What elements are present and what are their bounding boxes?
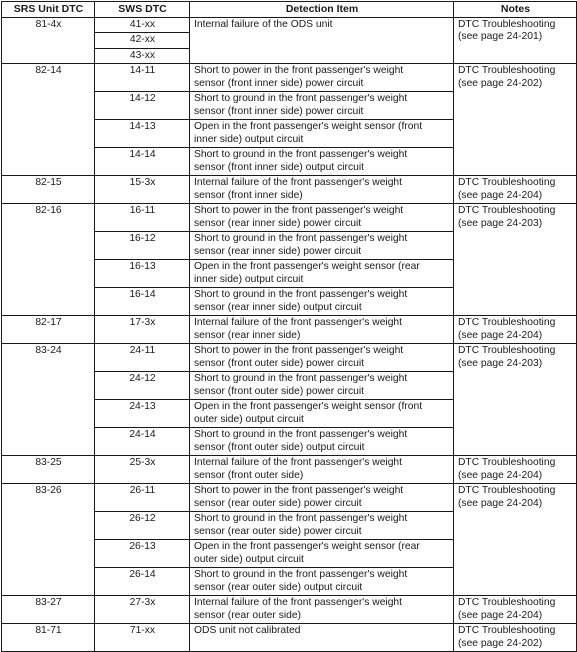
detection-item-line: inner side) output circuit (194, 133, 304, 145)
detection-item-line: Short to ground in the front passenger's weight (194, 569, 408, 580)
detection-item-line: sensor (front inner side) power circuit (194, 105, 364, 117)
sws-dtc-cell (95, 33, 190, 49)
dtc-table (1, 1, 577, 652)
srs-unit-dtc-code: 82-15 (35, 177, 62, 188)
srs-unit-dtc-cell (2, 344, 95, 456)
sws-dtc-cell (95, 288, 190, 316)
sws-dtc-cell (95, 428, 190, 456)
header-notes: Notes (454, 2, 577, 18)
sws-dtc-code: 24-13 (129, 401, 156, 412)
srs-unit-dtc-code: 81-4x (35, 18, 62, 30)
sws-dtc-code: 15-3x (129, 177, 156, 188)
detection-item-cell (190, 568, 454, 596)
detection-item-line: sensor (rear inner side) output circuit (194, 301, 362, 313)
srs-unit-dtc-code: 83-25 (35, 457, 62, 468)
detection-item-line: sensor (rear outer side) output circuit (194, 581, 363, 593)
notes-line: (see page 24-202) (458, 77, 543, 89)
header-sws-dtc: SWS DTC (95, 2, 190, 18)
sws-dtc-code: 16-13 (129, 261, 156, 272)
table-row (2, 64, 577, 92)
sws-dtc-code: 71-xx (129, 625, 156, 636)
notes-line: (see page 24-203) (458, 357, 543, 369)
detection-item-line: outer side) output circuit (194, 553, 304, 565)
header-srs-unit-dtc: SRS Unit DTC (2, 2, 95, 18)
notes-line: DTC Troubleshooting (458, 317, 556, 328)
sws-dtc-code: 24-14 (129, 429, 156, 440)
sws-dtc-cell (95, 64, 190, 92)
detection-item-line: inner side) output circuit (194, 273, 304, 285)
notes-cell (454, 344, 577, 456)
table-row (2, 176, 577, 204)
detection-item-cell (190, 484, 454, 512)
detection-item-line: Short to ground in the front passenger's weight (194, 233, 408, 244)
srs-unit-dtc-cell (2, 204, 95, 316)
sws-dtc-code: 14-11 (129, 65, 156, 76)
notes-line: DTC Troubleshooting (458, 625, 556, 636)
sws-dtc-cell (95, 120, 190, 148)
detection-item-cell (190, 204, 454, 232)
sws-dtc-cell (95, 540, 190, 568)
detection-item-line: sensor (front inner side) output circuit (194, 161, 364, 173)
srs-unit-dtc-cell (2, 316, 95, 344)
sws-dtc-cell (95, 456, 190, 484)
detection-item-line: sensor (rear inner side) power circuit (194, 217, 362, 229)
notes-cell (454, 596, 577, 624)
table-body (2, 17, 577, 652)
notes-line: (see page 24-203) (458, 217, 543, 229)
notes-line: DTC Troubleshooting (458, 485, 556, 496)
sws-dtc-cell (95, 48, 190, 64)
table-row (2, 484, 577, 512)
sws-dtc-cell (95, 17, 190, 33)
detection-item-line: Short to ground in the front passenger's weight (194, 429, 408, 440)
detection-item-line: Internal failure of the front passenger's weight (194, 317, 403, 328)
srs-unit-dtc-cell (2, 624, 95, 652)
srs-unit-dtc-code: 83-24 (35, 345, 62, 356)
detection-item-line: Short to ground in the front passenger's weight (194, 93, 408, 104)
detection-item-line: Short to ground in the front passenger's weight (194, 149, 408, 160)
srs-unit-dtc-code: 82-17 (35, 317, 62, 328)
sws-dtc-cell (95, 176, 190, 204)
notes-line: (see page 24-204) (458, 189, 543, 201)
sws-dtc-code: 25-3x (129, 457, 156, 468)
detection-item-line: outer side) output circuit (194, 413, 304, 425)
srs-unit-dtc-code: 81-71 (35, 625, 62, 636)
sws-dtc-code: 26-13 (129, 541, 156, 552)
notes-line: DTC Troubleshooting (458, 345, 556, 356)
sws-dtc-code: 24-12 (129, 373, 156, 384)
detection-item-cell (190, 176, 454, 204)
detection-item-line: sensor (rear inner side) (194, 329, 301, 341)
sws-dtc-cell (95, 596, 190, 624)
detection-item-cell (190, 148, 454, 176)
srs-unit-dtc-cell (2, 596, 95, 624)
notes-line: (see page 24-201) (458, 31, 543, 42)
sws-dtc-code: 26-12 (129, 513, 156, 524)
notes-cell (454, 176, 577, 204)
sws-dtc-cell (95, 344, 190, 372)
detection-item-cell (190, 344, 454, 372)
detection-item-line: Open in the front passenger's weight sensor (front (194, 401, 423, 412)
sws-dtc-cell (95, 148, 190, 176)
detection-item-line: sensor (rear outer side) power circuit (194, 525, 362, 537)
detection-item-line: Short to ground in the front passenger's weight (194, 513, 408, 524)
detection-item-cell (190, 232, 454, 260)
sws-dtc-code: 27-3x (129, 597, 156, 608)
sws-dtc-cell (95, 92, 190, 120)
header-detection-item: Detection Item (190, 2, 454, 18)
detection-item-line: Short to power in the front passenger's weight (194, 205, 404, 216)
table-row (2, 204, 577, 232)
detection-item-line: Internal failure of the front passenger's weight (194, 597, 403, 608)
sws-dtc-code: 26-14 (129, 569, 156, 580)
srs-unit-dtc-cell (2, 176, 95, 204)
detection-item-line: Internal failure of the front passenger's weight (194, 457, 403, 468)
detection-item-line: sensor (rear outer side) (194, 609, 302, 621)
sws-dtc-code: 43-xx (129, 49, 156, 61)
notes-line: DTC Troubleshooting (458, 205, 556, 216)
notes-line: (see page 24-204) (458, 497, 543, 509)
detection-item-line: Internal failure of the front passenger's weight (194, 177, 403, 188)
detection-item-line: sensor (front outer side) power circuit (194, 385, 364, 397)
sws-dtc-code: 16-11 (129, 205, 156, 216)
srs-unit-dtc-cell (2, 456, 95, 484)
srs-unit-dtc-code: 82-14 (35, 65, 62, 76)
detection-item-line: sensor (rear inner side) power circuit (194, 245, 362, 257)
sws-dtc-cell (95, 316, 190, 344)
sws-dtc-code: 14-12 (129, 93, 156, 104)
detection-item-cell (190, 260, 454, 288)
notes-line: (see page 24-204) (458, 329, 543, 341)
notes-cell (454, 316, 577, 344)
sws-dtc-cell (95, 204, 190, 232)
detection-item-cell (190, 64, 454, 92)
sws-dtc-cell (95, 260, 190, 288)
sws-dtc-code: 24-11 (129, 345, 156, 356)
detection-item-line: Open in the front passenger's weight sensor (rear (194, 541, 420, 552)
detection-item-cell (190, 596, 454, 624)
sws-dtc-cell (95, 624, 190, 652)
detection-item-cell (190, 17, 454, 64)
notes-line: DTC Troubleshooting (458, 177, 556, 188)
sws-dtc-cell (95, 232, 190, 260)
detection-item-line: Short to power in the front passenger's weight (194, 485, 404, 496)
notes-cell (454, 456, 577, 484)
srs-unit-dtc-cell (2, 484, 95, 596)
notes-line: (see page 24-204) (458, 609, 543, 621)
sws-dtc-code: 17-3x (129, 317, 156, 328)
detection-item-line: sensor (front outer side) output circuit (194, 441, 365, 453)
notes-cell (454, 624, 577, 652)
sws-dtc-code: 42-xx (129, 34, 156, 45)
detection-item-line: Short to power in the front passenger's weight (194, 345, 404, 356)
table-row (2, 316, 577, 344)
sws-dtc-cell (95, 484, 190, 512)
detection-item-line: sensor (front inner side) (194, 189, 303, 201)
sws-dtc-code: 14-13 (129, 121, 156, 132)
detection-item-line: sensor (front outer side) power circuit (194, 357, 364, 369)
srs-unit-dtc-code: 83-26 (35, 485, 62, 496)
detection-item-cell (190, 316, 454, 344)
sws-dtc-code: 41-xx (129, 18, 156, 30)
detection-item-cell (190, 456, 454, 484)
detection-item-line: Short to ground in the front passenger's weight (194, 373, 408, 384)
detection-item-line: Short to ground in the front passenger's weight (194, 289, 408, 300)
table-row (2, 596, 577, 624)
detection-item-cell (190, 120, 454, 148)
detection-item-cell (190, 624, 454, 652)
detection-item-cell (190, 92, 454, 120)
sws-dtc-cell (95, 512, 190, 540)
table-row (2, 17, 577, 33)
detection-item-line: sensor (front inner side) power circuit (194, 77, 364, 89)
table-header-row (2, 2, 577, 18)
notes-line: DTC Troubleshooting (458, 18, 556, 30)
detection-item-cell (190, 428, 454, 456)
notes-line: DTC Troubleshooting (458, 65, 556, 76)
detection-item-line: sensor (rear outer side) power circuit (194, 497, 362, 509)
notes-line: (see page 24-204) (458, 469, 543, 481)
detection-item-line: Open in the front passenger's weight sensor (rear (194, 261, 420, 272)
sws-dtc-cell (95, 372, 190, 400)
table-row (2, 344, 577, 372)
notes-cell (454, 17, 577, 64)
detection-item-cell (190, 512, 454, 540)
srs-unit-dtc-cell (2, 64, 95, 176)
notes-line: (see page 24-202) (458, 637, 543, 649)
notes-cell (454, 64, 577, 176)
dtc-table-container (1, 1, 577, 652)
srs-unit-dtc-cell (2, 17, 95, 64)
notes-cell (454, 204, 577, 316)
detection-item-line: Short to power in the front passenger's weight (194, 65, 404, 76)
sws-dtc-cell (95, 400, 190, 428)
notes-line: DTC Troubleshooting (458, 597, 556, 608)
srs-unit-dtc-code: 83-27 (35, 597, 62, 608)
detection-item-cell (190, 400, 454, 428)
sws-dtc-code: 26-11 (129, 485, 156, 496)
notes-line: DTC Troubleshooting (458, 457, 556, 468)
detection-item-cell (190, 540, 454, 568)
table-row (2, 624, 577, 652)
detection-item-line: sensor (front outer side) (194, 469, 304, 481)
sws-dtc-code: 14-14 (129, 149, 156, 160)
detection-item-cell (190, 288, 454, 316)
sws-dtc-cell (95, 568, 190, 596)
sws-dtc-code: 16-14 (129, 289, 156, 300)
notes-cell (454, 484, 577, 596)
table-row (2, 456, 577, 484)
detection-item-line: Internal failure of the ODS unit (194, 18, 333, 30)
sws-dtc-code: 16-12 (129, 233, 156, 244)
detection-item-cell (190, 372, 454, 400)
detection-item-line: Open in the front passenger's weight sensor (front (194, 121, 423, 132)
srs-unit-dtc-code: 82-16 (35, 205, 62, 216)
detection-item-line: ODS unit not calibrated (194, 625, 301, 636)
